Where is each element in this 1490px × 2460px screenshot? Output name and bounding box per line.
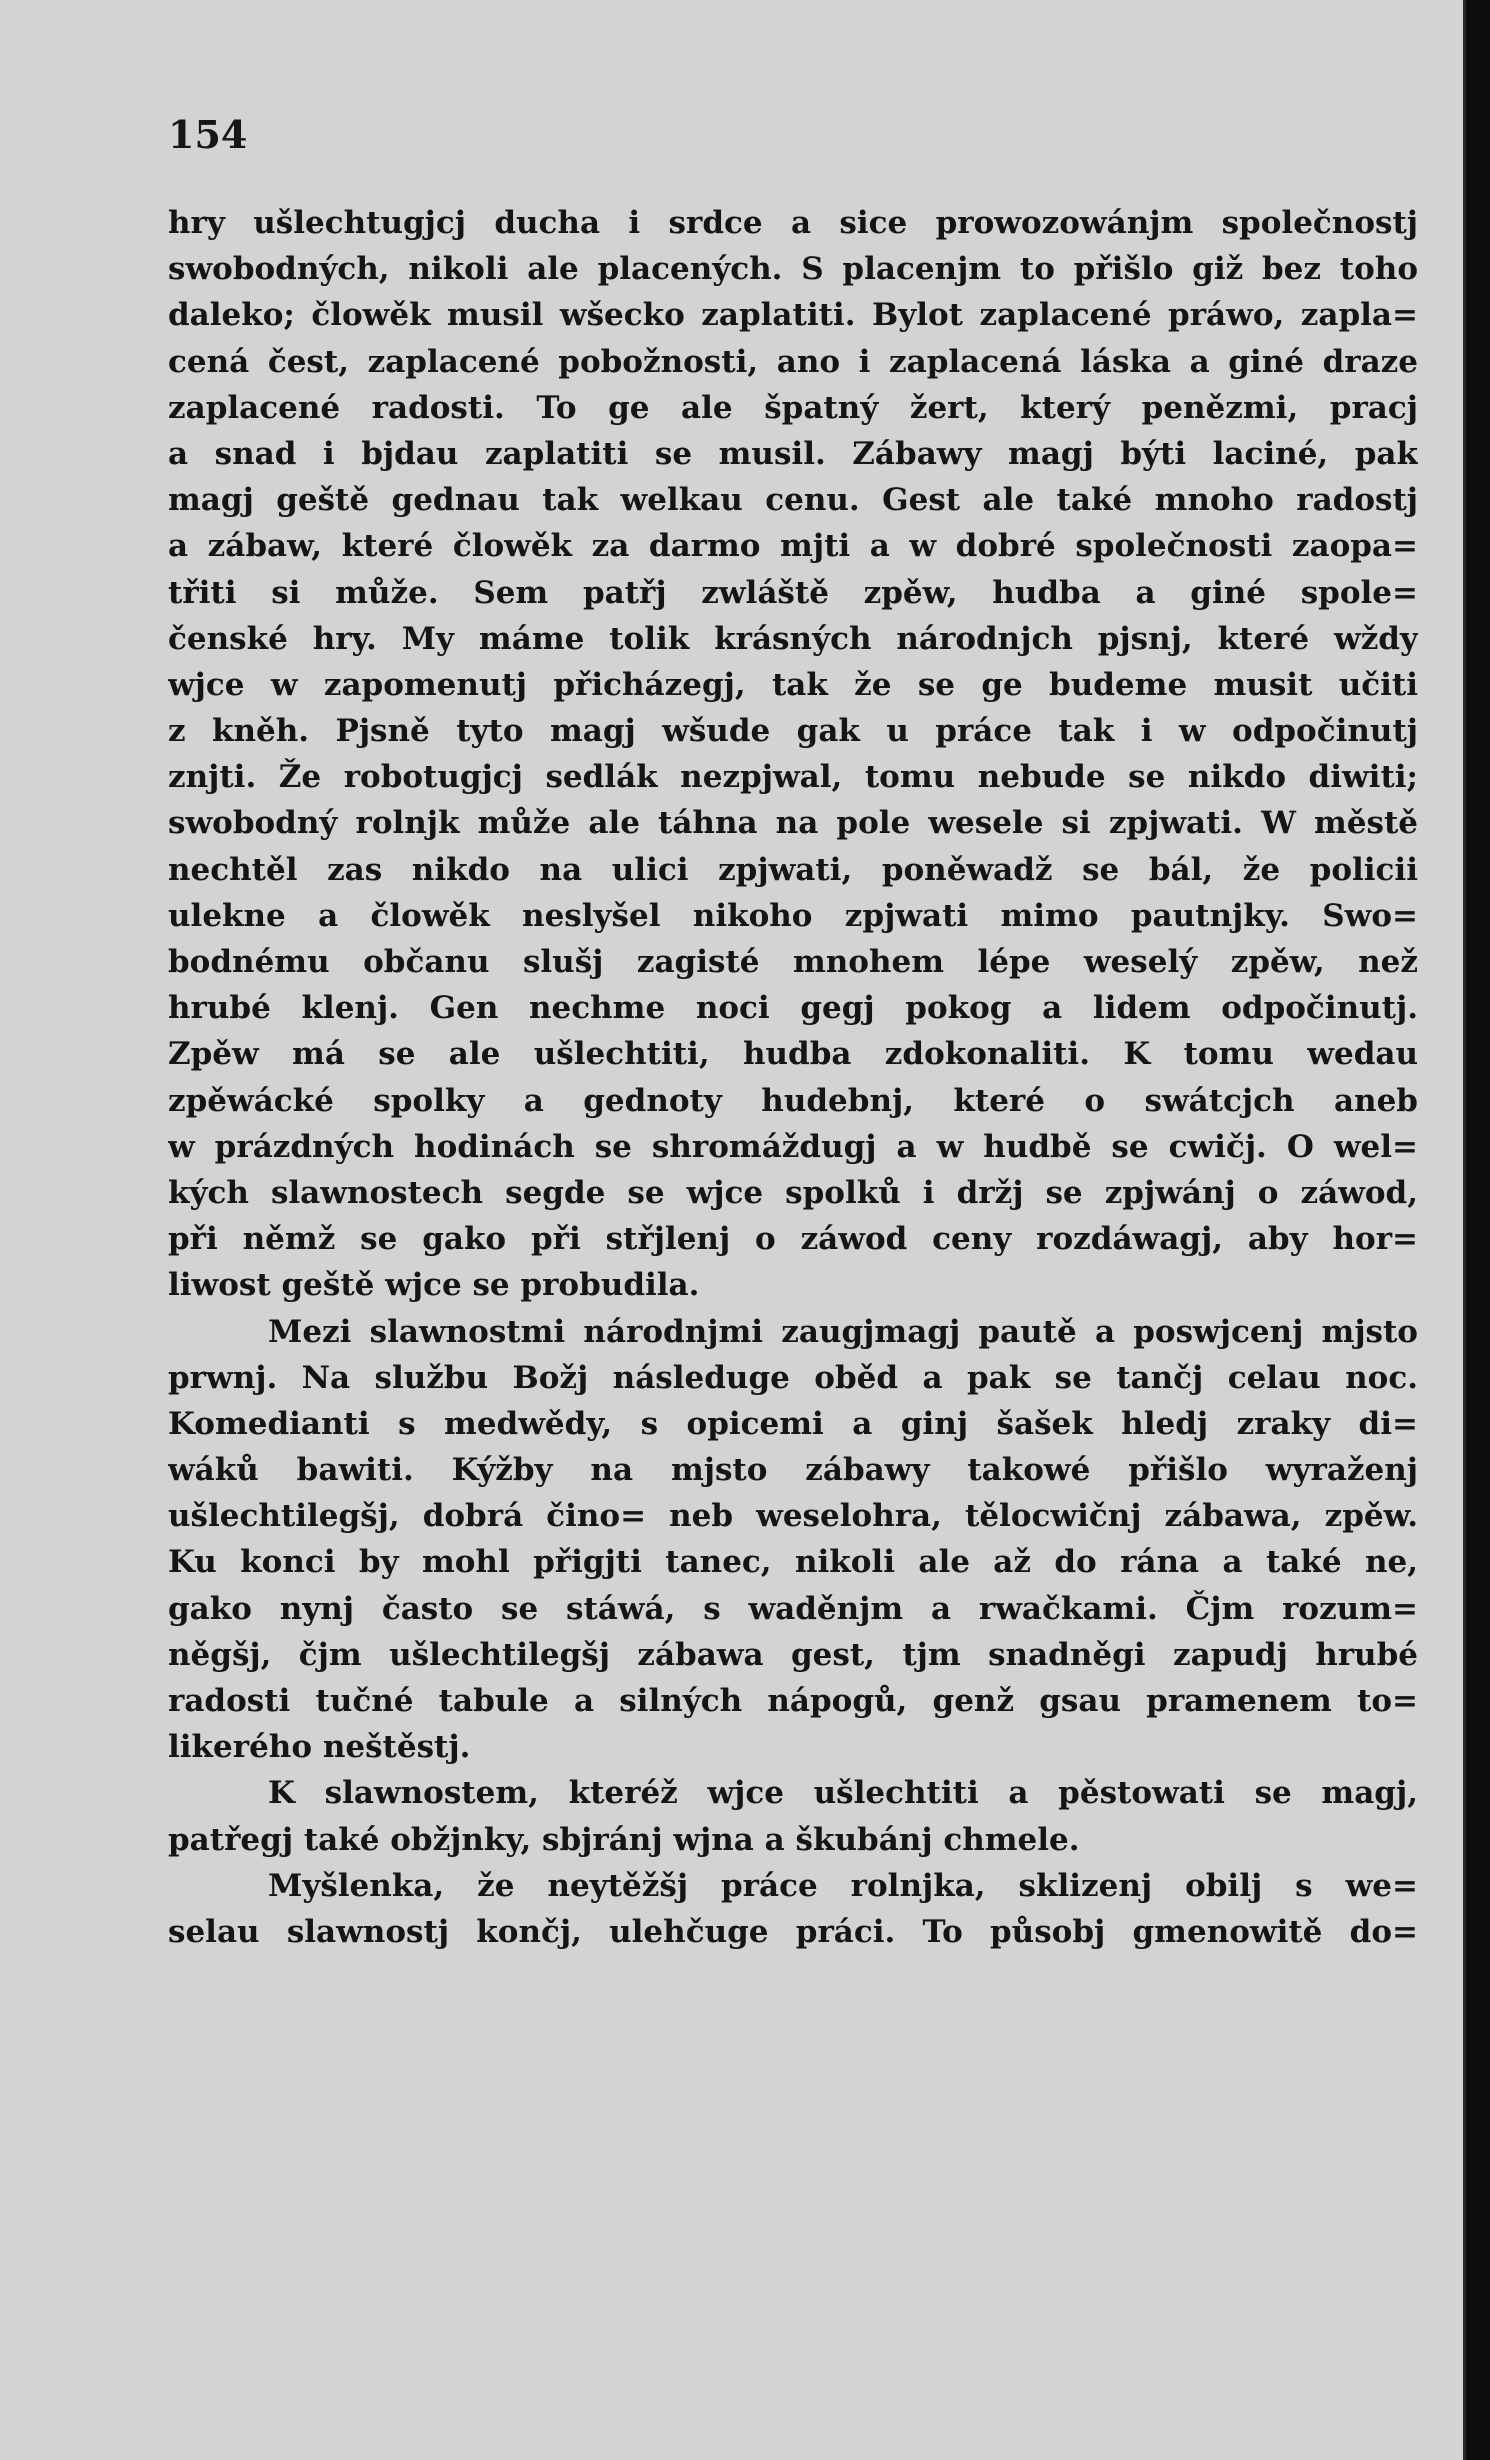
text-line: a zábaw, které člowěk za darmo mjti a w dobré společnosti zaopa= (168, 528, 1418, 565)
text-line: swobodných, nikoli ale placených. S placenjm to přišlo giž bez toho (168, 251, 1418, 288)
text-line: čenské hry. My máme tolik krásných národnjch pjsnj, které wždy (168, 620, 1418, 657)
text-line: patřegj také obžjnky, sbjránj wjna a škubánj chmele. (168, 1821, 1080, 1858)
page-number: 154 (168, 112, 248, 157)
text-line: radosti tučné tabule a silných nápogů, genž gsau pramenem to= (168, 1683, 1418, 1719)
text-line: zaplacené radosti. To ge ale špatný žert, který penězmi, pracj (168, 389, 1418, 426)
text-line: hrubé klenj. Gen nechme noci gegj pokog a lidem odpočinutj. (168, 990, 1418, 1027)
text-line: selau slawnostj končj, ulehčuge práci. To působj gmenowitě do= (168, 1913, 1418, 1950)
text-line: Myšlenka, že neytěžšj práce rolnjka, sklizenj obilj s we= (268, 1867, 1418, 1904)
text-line: swobodný rolnjk může ale táhna na pole wesele si zpjwati. W městě (168, 805, 1418, 842)
text-line: daleko; člowěk musil wšecko zaplatiti. Bylot zaplacené práwo, zapla= (168, 297, 1418, 334)
text-line: ušlechtilegšj, dobrá čino= neb weselohra, tělocwičnj zábawa, zpěw. (168, 1498, 1418, 1535)
text-line: a snad i bjdau zaplatiti se musil. Zábawy magj býti laciné, pak (168, 435, 1418, 472)
text-line: cená čest, zaplacené pobožnosti, ano i zaplacená láska a giné draze (168, 343, 1418, 380)
text-line: gako nynj často se stáwá, s waděnjm a rwačkami. Čjm rozum= (168, 1590, 1418, 1627)
text-line: zpěwácké spolky a gednoty hudebnj, které o swátcjch aneb (168, 1082, 1418, 1119)
text-line: nechtěl zas nikdo na ulici zpjwati, poněwadž se bál, že policii (168, 851, 1418, 888)
text-line: znjti. Že robotugjcj sedlák nezpjwal, tomu nebude se nikdo diwiti; (168, 759, 1418, 796)
text-line: třiti si může. Sem patřj zwláště zpěw, hudba a giné spole= (168, 574, 1418, 611)
text-line: wáků bawiti. Kýžby na mjsto zábawy takowé přišlo wyraženj (168, 1452, 1418, 1489)
text-line: bodnému občanu slušj zagisté mnohem lépe weselý zpěw, než (168, 944, 1418, 980)
text-line: něgšj, čjm ušlechtilegšj zábawa gest, tjm snadněgi zapudj hrubé (168, 1636, 1418, 1673)
text-line: prwnj. Na službu Božj následuge oběd a pak se tančj celau noc. (168, 1359, 1418, 1396)
text-line: K slawnostem, kteréž wjce ušlechtiti a pěstowati se magj, (268, 1775, 1418, 1812)
paragraph (168, 1309, 1418, 1771)
body-text (168, 200, 1418, 1955)
text-line: z kněh. Pjsně tyto magj wšude gak u práce tak i w odpočinutj (168, 713, 1418, 750)
text-line: Ku konci by mohl přigjti tanec, nikoli ale až do rána a také ne, (168, 1544, 1418, 1581)
text-line: liwost geště wjce se probudila. (168, 1267, 700, 1304)
text-line: wjce w zapomenutj přicházegj, tak že se ge budeme musit učiti (168, 666, 1418, 703)
text-line: w prázdných hodinách se shromáždugj a w hudbě se cwičj. O wel= (168, 1128, 1418, 1165)
text-line: likerého neštěstj. (168, 1729, 471, 1766)
text-line: hry ušlechtugjcj ducha i srdce a sice prowozowánjm společnostj (168, 205, 1418, 241)
text-line: při němž se gako při střjlenj o záwod ceny rozdáwagj, aby hor= (168, 1221, 1418, 1258)
text-line: kých slawnostech segde se wjce spolků i držj se zpjwánj o záwod, (168, 1174, 1418, 1211)
text-line: Zpěw má se ale ušlechtiti, hudba zdokonaliti. K tomu wedau (168, 1036, 1418, 1073)
text-line: Komedianti s medwědy, s opicemi a ginj šašek hledj zraky di= (168, 1405, 1418, 1442)
scan-edge (1466, 0, 1490, 2460)
paragraph (168, 1770, 1418, 1862)
paragraph (168, 1863, 1418, 1955)
text-line: magj geště gednau tak welkau cenu. Gest ale také mnoho radostj (168, 482, 1418, 519)
text-line: Mezi slawnostmi národnjmi zaugjmagj pautě a poswjcenj mjsto (268, 1313, 1418, 1350)
text-line: ulekne a člowěk neslyšel nikoho zpjwati mimo pautnjky. Swo= (168, 897, 1418, 934)
paragraph (168, 200, 1418, 1309)
